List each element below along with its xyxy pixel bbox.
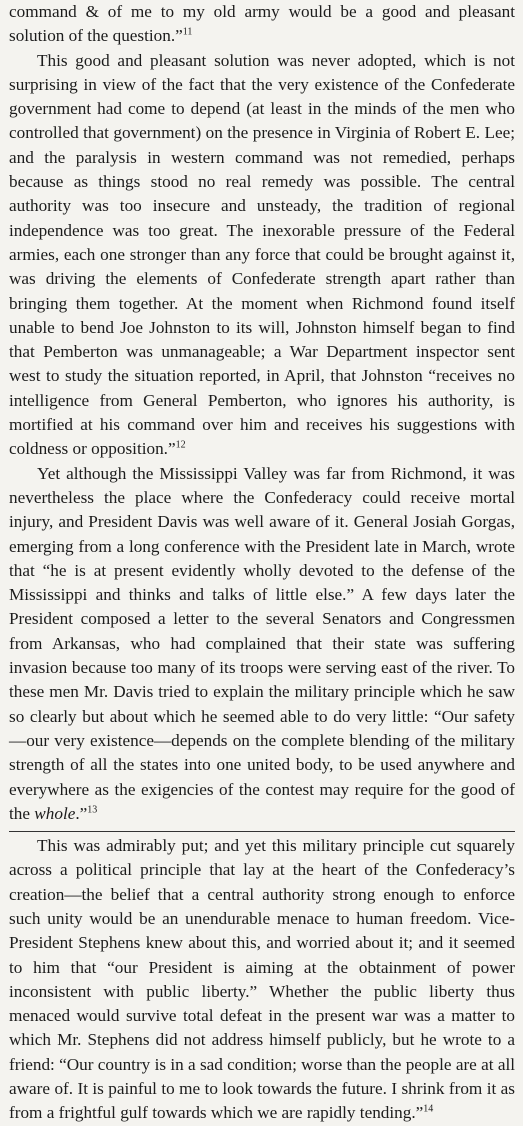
- paragraph-text: This was admirably put; and yet this military principle cut squarely across a political principle that lay at the heart of the Confederacy’s creation—the belief that a central authority strong enough to enforce such unity would be an unendurable menace to human freedom. Vice-President Stephens knew about this, and worried about it; and it seemed to him that “our President is aiming at the obtainment of power inconsistent with public liberty.” Whether the public liberty thus menaced would survive total defeat in the present war was a matter to which Mr. Stephens did not address himself publicly, but he wrote to a friend: “Our country is in a sad condition; worse than the people are at all aware of. It is painful to me to look towards the future. I shrink from it as from a frightful gulf towards which we are rapidly tending.”: [9, 836, 515, 1123]
- text-body: [9, 0, 515, 1126]
- paragraph: [9, 49, 515, 462]
- emphasis-text: whole: [34, 803, 76, 823]
- paragraph: [9, 834, 515, 1126]
- paragraph: [9, 0, 515, 49]
- footnote-marker: 14: [423, 1103, 434, 1115]
- paragraph-text: This good and pleasant solution was never adopted, which is not surprising in view of the fact that the very existence of the Confederate government had come to depend (at least in the minds of the men who controlled that government) on the presence in Virginia of Robert E. Lee; and the paralysis in western command was not remedied, perhaps because as things stood no real remedy was possible. The central authority was too insecure and unsteady, the tradition of regional independence was too great. The inexorable pressure of the Federal armies, each one stronger than any force that could be brought against it, was driving the elements of Confederate strength apart rather than bringing them together. At the moment when Richmond found itself unable to bend Joe Johnston to its will, Johnston himself began to find that Pemberton was unmanageable; a War Department inspector sent west to study the situation reported, in April, that Johnston “receives no intelligence from General Pemberton, who ignores his authority, is mortified at his command over him and receives his suggestions with coldness or opposition.”: [9, 50, 515, 459]
- section-divider-line: [9, 831, 515, 832]
- paragraph-text: Yet although the Mississippi Valley was far from Richmond, it was nevertheless the place where the Confederacy could receive mortal injury, and President Davis was well aware of it. General Josiah Gorgas, emerging from a long conference with the President late in March, wrote that “he is at present evidently wholly devoted to the defense of the Mississippi and thinks and talks of little else.” A few days later the President composed a letter to the several Senators and Congressmen from Arkansas, who had complained that their state was suffering invasion because too many of its troops were serving east of the river. To these men Mr. Davis tried to explain the military principle which he saw so clearly but about which he seemed able to do very little: “Our safety—our very existence—depends on the complete blending of the military strength of all the states into one united body, to be used anywhere and everywhere as the exigencies of the contest may require for the good of the: [9, 463, 515, 823]
- footnote-marker: 12: [175, 439, 186, 451]
- paragraph-text: .”: [75, 803, 88, 823]
- footnote-marker: 11: [182, 26, 193, 38]
- paragraph-text: command & of me to my old army would be a good and pleasant solution of the question.”: [9, 2, 515, 46]
- footnote-marker: 13: [87, 804, 98, 816]
- paragraph: [9, 462, 515, 826]
